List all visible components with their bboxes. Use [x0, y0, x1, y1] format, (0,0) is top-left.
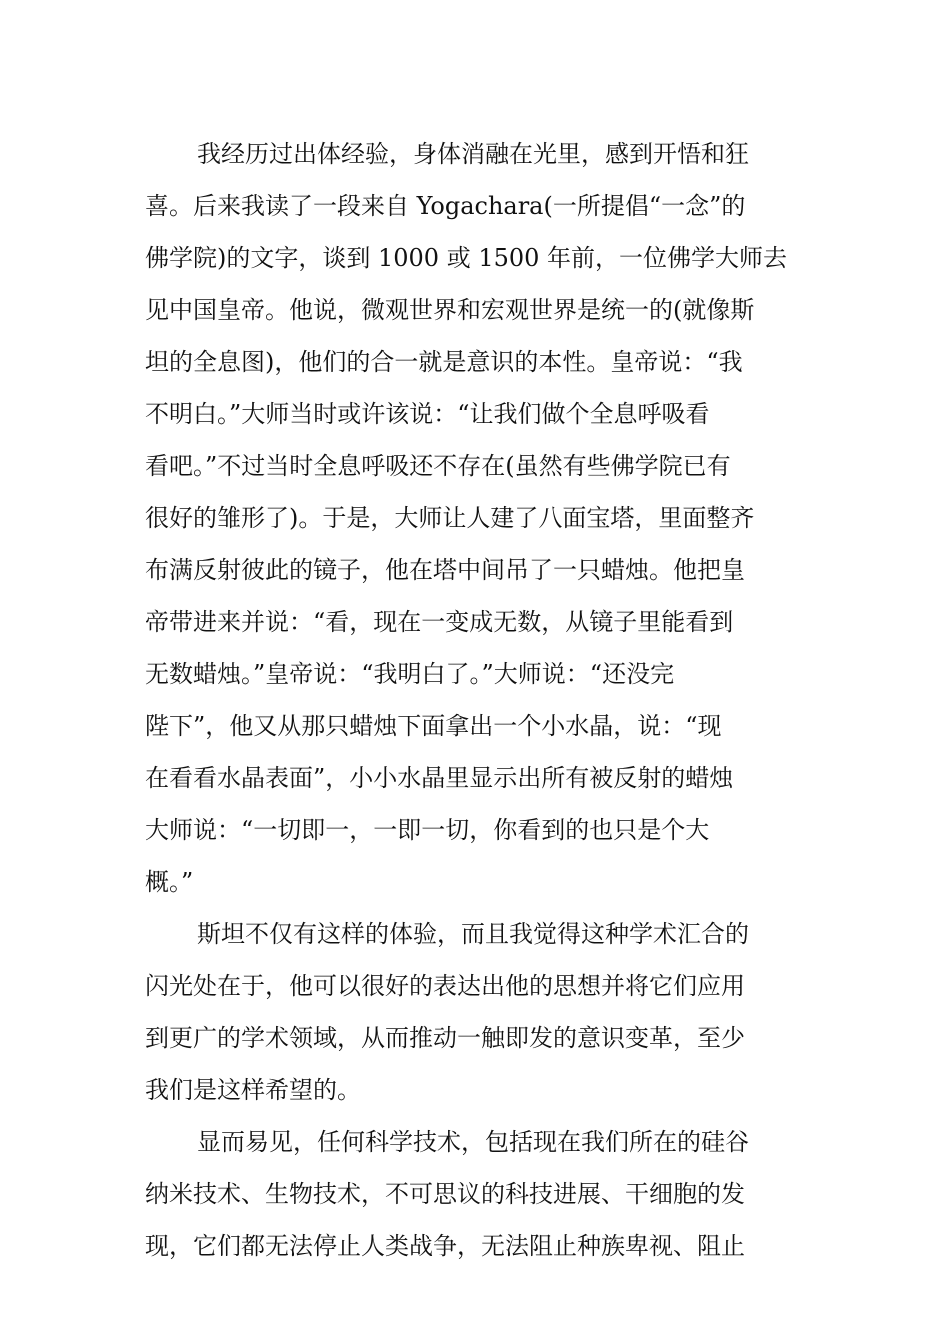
paragraph-2 [145, 908, 810, 1116]
text-line: 大师说：“一切即一，一即一切，你看到的也只是个大 [145, 816, 710, 844]
text-line: 显而易见，任何科学技术，包括现在我们所在的硅谷 [197, 1128, 749, 1156]
text-line: 看吧。”不过当时全息呼吸还不存在(虽然有些佛学院已有 [145, 452, 731, 480]
text-line: 陛下”，他又从那只蜡烛下面拿出一个小水晶，说：“现 [145, 712, 722, 740]
text-line: 纳米技术、生物技术，不可思议的科技进展、干细胞的发 [145, 1180, 745, 1208]
text-line: 概。” [145, 868, 194, 896]
paragraph-1 [145, 128, 810, 908]
text-line: 在看看水晶表面”，小小水晶里显示出所有被反射的蜡烛 [145, 764, 734, 792]
text-line: 坦的全息图)，他们的合一就是意识的本性。皇帝说：“我 [145, 348, 743, 376]
text-line: 斯坦不仅有这样的体验，而且我觉得这种学术汇合的 [197, 920, 749, 948]
text-line: 佛学院)的文字，谈到 1000 或 1500 年前，一位佛学大师去 [145, 244, 788, 272]
text-line: 无数蜡烛。”皇帝说：“我明白了。”大师说：“还没完 [145, 660, 675, 688]
text-line: 不明白。”大师当时或许该说：“让我们做个全息呼吸看 [145, 400, 710, 428]
text-line: 帝带进来并说：“看，现在一变成无数，从镜子里能看到 [145, 608, 734, 636]
text-line: 很好的雏形了)。于是，大师让人建了八面宝塔，里面整齐 [145, 504, 755, 532]
text-line: 我们是这样希望的。 [145, 1076, 361, 1104]
text-line: 闪光处在于，他可以很好的表达出他的思想并将它们应用 [145, 972, 745, 1000]
text-line: 喜。后来我读了一段来自 Yogachara(一所提倡“一念”的 [145, 192, 746, 220]
text-line: 到更广的学术领域，从而推动一触即发的意识变革，至少 [145, 1024, 745, 1052]
text-line: 我经历过出体经验，身体消融在光里，感到开悟和狂 [197, 140, 749, 168]
paragraph-3 [145, 1116, 810, 1272]
text-line: 布满反射彼此的镜子，他在塔中间吊了一只蜡烛。他把皇 [145, 556, 745, 584]
text-line: 见中国皇帝。他说，微观世界和宏观世界是统一的(就像斯 [145, 296, 755, 324]
text-line: 现，它们都无法停止人类战争，无法阻止种族卑视、阻止 [145, 1232, 745, 1260]
